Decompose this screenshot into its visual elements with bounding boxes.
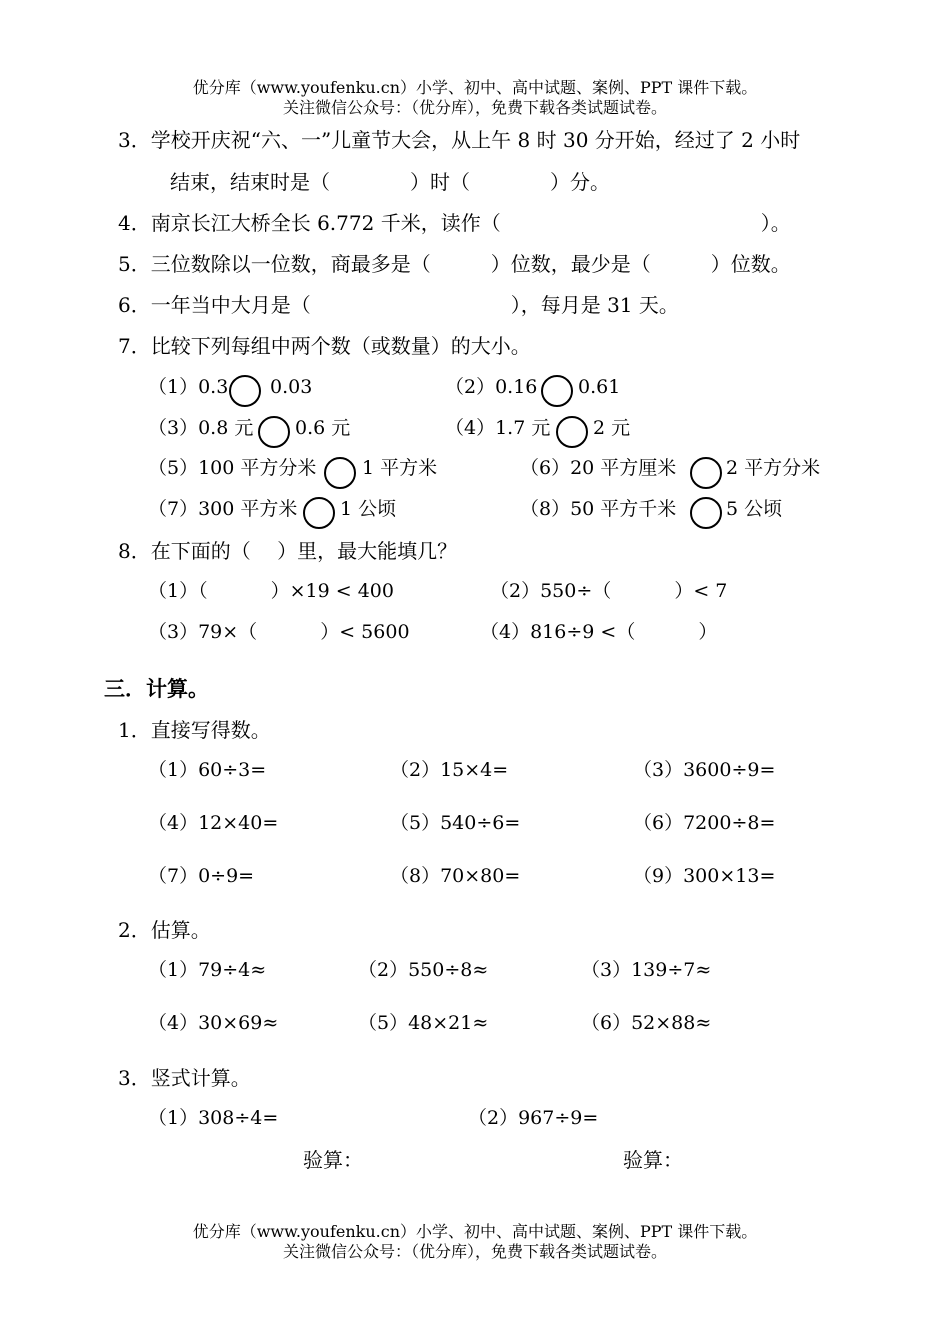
calc-item-2: （2）15×4= <box>390 759 509 781</box>
estimate-item-4: （4）30×69≈ <box>148 1012 279 1034</box>
compare-circle-8[interactable] <box>690 497 722 529</box>
section-3-title: 三．计算。 <box>104 677 209 701</box>
footer-line-2: 关注微信公众号：（优分库），免费下载各类试题试卷。 <box>282 1242 667 1261</box>
part-3-title: 3．竖式计算。 <box>118 1066 251 1090</box>
compare-circle-2[interactable] <box>541 375 573 407</box>
compare-3-right: 0.6 元 <box>295 417 351 439</box>
fill-item-4: （4）816÷9 <（ ） <box>480 621 718 643</box>
compare-5-left: （5）100 平方分米 <box>148 457 317 479</box>
question-8: 8．在下面的（ ）里，最大能填几？ <box>118 539 458 563</box>
calc-item-1: （1）60÷3= <box>148 759 267 781</box>
calc-item-7: （7）0÷9= <box>148 865 255 887</box>
compare-4-left: （4）1.7 元 <box>445 417 551 439</box>
compare-4-right: 2 元 <box>593 417 631 439</box>
calc-item-8: （8）70×80= <box>390 865 521 887</box>
compare-circle-7[interactable] <box>303 497 335 529</box>
check-label-1: 验算： <box>303 1148 363 1172</box>
question-4: 4．南京长江大桥全长 6.772 千米，读作（ ）。 <box>118 211 791 235</box>
compare-circle-5[interactable] <box>324 457 356 489</box>
compare-circle-3[interactable] <box>258 416 290 448</box>
question-3-line-1: 3．学校开庆祝“六、一”儿童节大会，从上午 8 时 30 分开始，经过了 2 小时 <box>118 128 801 152</box>
calc-item-5: （5）540÷6= <box>390 812 521 834</box>
header-line-2: 关注微信公众号：（优分库），免费下载各类试题试卷。 <box>282 98 667 117</box>
part-2-title: 2．估算。 <box>118 918 211 942</box>
question-7: 7．比较下列每组中两个数（或数量）的大小。 <box>118 334 531 358</box>
compare-2-left: （2）0.16 <box>445 376 538 398</box>
calc-item-6: （6）7200÷8= <box>633 812 776 834</box>
vertical-item-1: （1）308÷4= <box>148 1107 279 1129</box>
compare-circle-1[interactable] <box>229 375 261 407</box>
vertical-item-2: （2）967÷9= <box>468 1107 599 1129</box>
compare-3-left: （3）0.8 元 <box>148 417 254 439</box>
part-1-title: 1．直接写得数。 <box>118 718 271 742</box>
estimate-item-1: （1）79÷4≈ <box>148 959 267 981</box>
check-label-2: 验算： <box>623 1148 683 1172</box>
calc-item-9: （9）300×13= <box>633 865 776 887</box>
compare-1-right: 0.03 <box>270 376 313 398</box>
question-3-line-2: 结束，结束时是（ ）时（ ）分。 <box>170 170 610 194</box>
compare-8-left: （8）50 平方千米 <box>520 498 677 520</box>
estimate-item-6: （6）52×88≈ <box>581 1012 712 1034</box>
question-6: 6．一年当中大月是（ ），每月是 31 天。 <box>118 293 679 317</box>
estimate-item-5: （5）48×21≈ <box>358 1012 489 1034</box>
calc-item-3: （3）3600÷9= <box>633 759 776 781</box>
fill-item-1: （1）（ ）×19 < 400 <box>148 580 394 602</box>
question-5: 5．三位数除以一位数，商最多是（ ）位数，最少是（ ）位数。 <box>118 252 791 276</box>
compare-circle-6[interactable] <box>690 457 722 489</box>
footer-line-1: 优分库（www.youfenku.cn）小学、初中、高中试题、案例、PPT 课件下载。 <box>192 1222 758 1241</box>
compare-circle-4[interactable] <box>556 416 588 448</box>
calc-item-4: （4）12×40= <box>148 812 279 834</box>
compare-2-right: 0.61 <box>578 376 621 398</box>
compare-7-left: （7）300 平方米 <box>148 498 298 520</box>
compare-6-right: 2 平方分米 <box>726 457 821 479</box>
compare-5-right: 1 平方米 <box>362 457 438 479</box>
estimate-item-2: （2）550÷8≈ <box>358 959 489 981</box>
compare-7-right: 1 公顷 <box>340 498 397 520</box>
estimate-item-3: （3）139÷7≈ <box>581 959 712 981</box>
compare-1-left: （1）0.3 <box>148 376 229 398</box>
compare-8-right: 5 公顷 <box>726 498 783 520</box>
fill-item-3: （3）79×（ ）< 5600 <box>148 621 410 643</box>
fill-item-2: （2）550÷（ ）< 7 <box>490 580 728 602</box>
header-line-1: 优分库（www.youfenku.cn）小学、初中、高中试题、案例、PPT 课件下载。 <box>192 78 758 97</box>
compare-6-left: （6）20 平方厘米 <box>520 457 677 479</box>
